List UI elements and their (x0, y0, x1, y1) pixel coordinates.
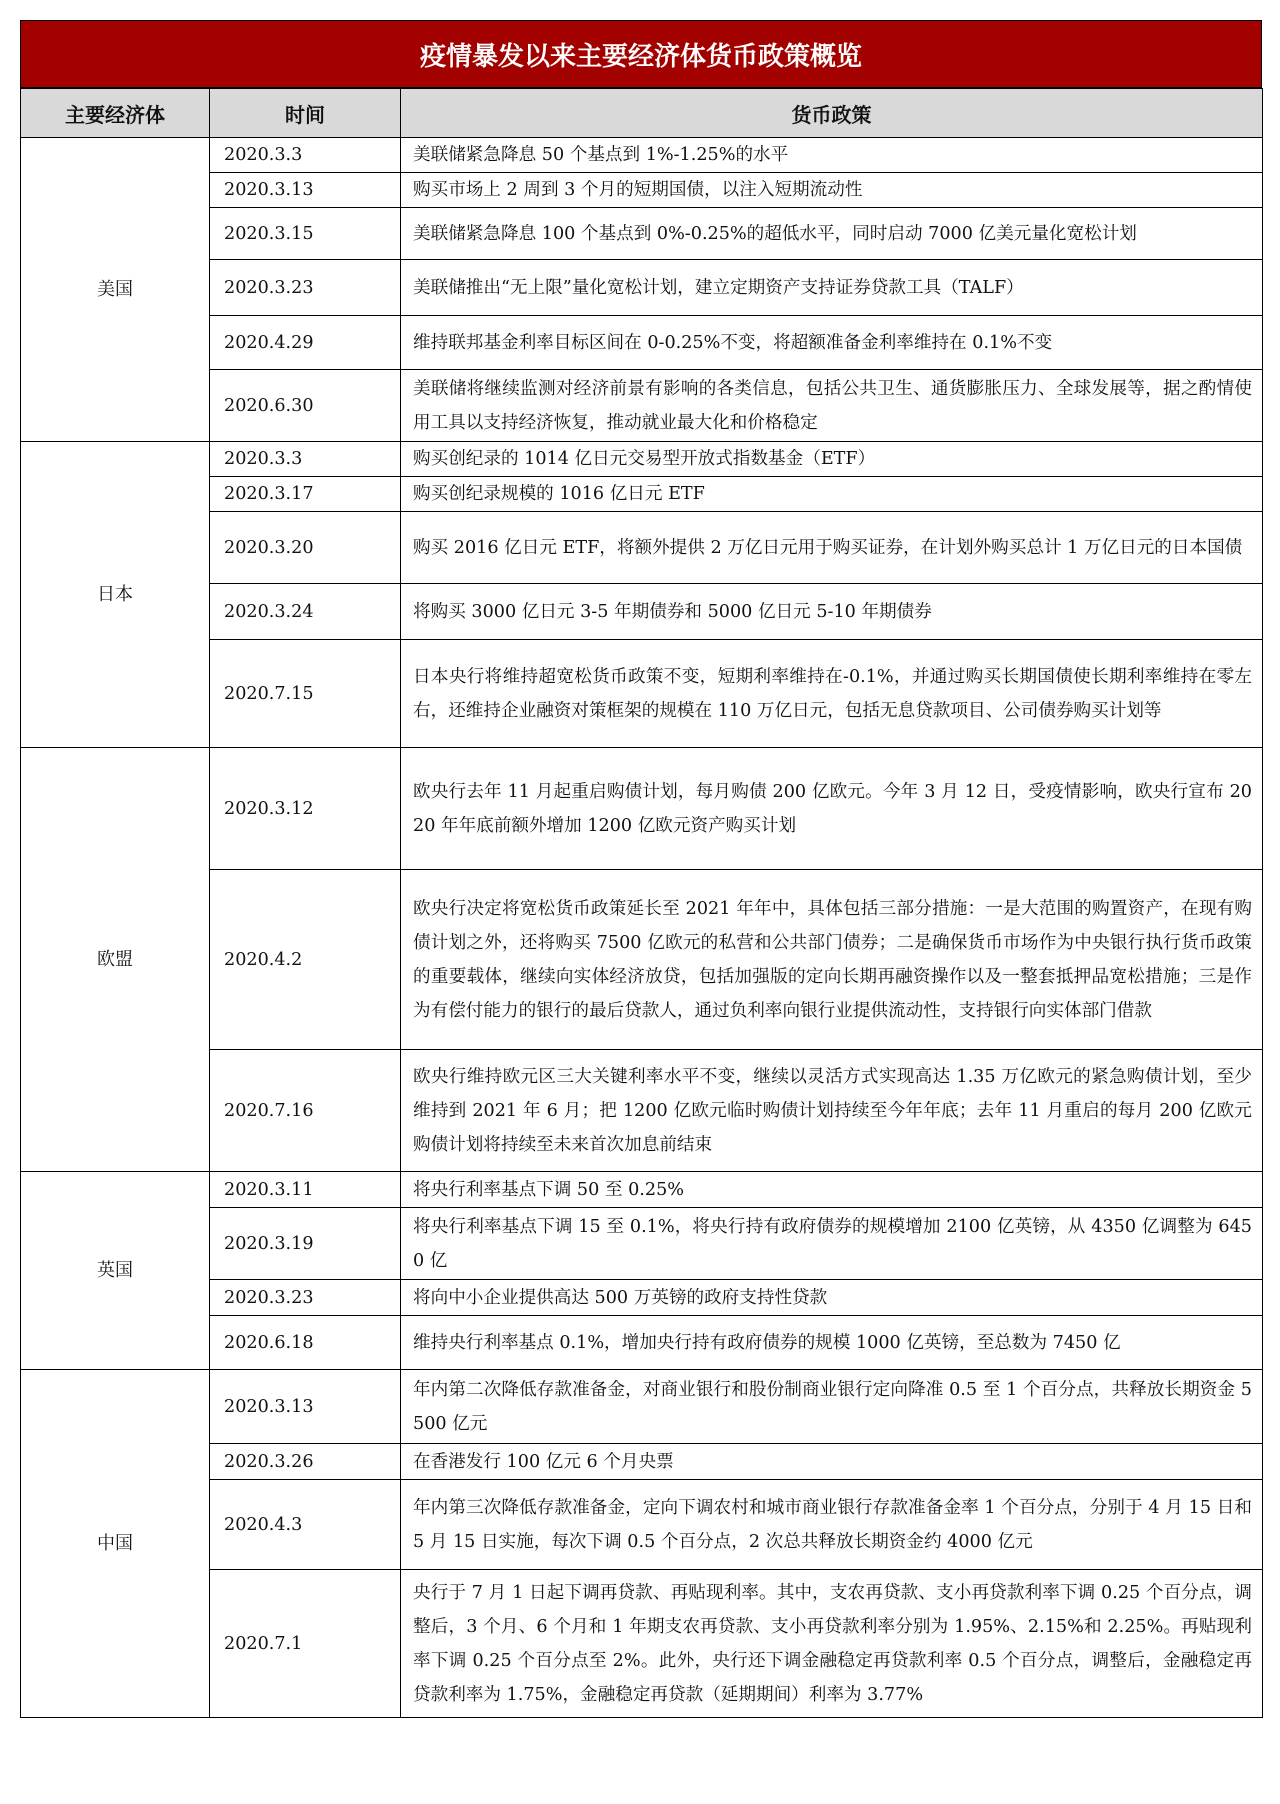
economy-name: 中国 (21, 1370, 210, 1718)
date-cell: 2020.3.12 (210, 748, 401, 870)
policy-cell: 美联储紧急降息 50 个基点到 1%-1.25%的水平 (401, 138, 1263, 173)
date-cell: 2020.4.3 (210, 1480, 401, 1570)
date-cell: 2020.4.29 (210, 316, 401, 370)
policy-cell: 购买市场上 2 周到 3 个月的短期国债，以注入短期流动性 (401, 173, 1263, 208)
date-cell: 2020.7.15 (210, 640, 401, 748)
economy-name: 欧盟 (21, 748, 210, 1172)
economy-name: 英国 (21, 1172, 210, 1370)
table-body (21, 138, 1263, 1718)
date-cell: 2020.3.11 (210, 1172, 401, 1208)
table-row (21, 442, 1263, 477)
date-cell: 2020.3.3 (210, 138, 401, 173)
policy-cell: 欧央行去年 11 月起重启购债计划，每月购债 200 亿欧元。今年 3 月 12 日，受疫情影响，欧央行宣布 2020 年年底前额外增加 1200 亿欧元资产购买计划 (401, 748, 1263, 870)
policy-table (20, 88, 1263, 1718)
policy-cell: 将央行利率基点下调 50 至 0.25% (401, 1172, 1263, 1208)
policy-cell: 在香港发行 100 亿元 6 个月央票 (401, 1444, 1263, 1480)
date-cell: 2020.3.19 (210, 1208, 401, 1280)
date-cell: 2020.7.16 (210, 1050, 401, 1172)
page-title: 疫情暴发以来主要经济体货币政策概览 (20, 20, 1262, 88)
policy-cell: 将购买 3000 亿日元 3-5 年期债券和 5000 亿日元 5-10 年期债券 (401, 584, 1263, 640)
policy-cell: 维持联邦基金利率目标区间在 0-0.25%不变，将超额准备金利率维持在 0.1%不变 (401, 316, 1263, 370)
policy-cell: 美联储推出“无上限”量化宽松计划，建立定期资产支持证券贷款工具（TALF） (401, 260, 1263, 316)
policy-cell: 年内第二次降低存款准备金，对商业银行和股份制商业银行定向降准 0.5 至 1 个百分点，共释放长期资金 5500 亿元 (401, 1370, 1263, 1444)
header-policy: 货币政策 (401, 89, 1263, 138)
date-cell: 2020.3.20 (210, 512, 401, 584)
policy-cell: 维持央行利率基点 0.1%，增加央行持有政府债券的规模 1000 亿英镑，至总数为 7450 亿 (401, 1316, 1263, 1370)
economy-name: 日本 (21, 442, 210, 748)
date-cell: 2020.3.17 (210, 477, 401, 512)
policy-cell: 购买创纪录规模的 1016 亿日元 ETF (401, 477, 1263, 512)
table-row (21, 1172, 1263, 1208)
table-row (21, 748, 1263, 870)
policy-cell: 购买创纪录的 1014 亿日元交易型开放式指数基金（ETF） (401, 442, 1263, 477)
date-cell: 2020.7.1 (210, 1570, 401, 1718)
header-time: 时间 (210, 89, 401, 138)
date-cell: 2020.3.26 (210, 1444, 401, 1480)
policy-cell: 年内第三次降低存款准备金，定向下调农村和城市商业银行存款准备金率 1 个百分点，分别于 4 月 15 日和 5 月 15 日实施，每次下调 0.5 个百分点，2 次总共释放长期资金约 4000 亿元 (401, 1480, 1263, 1570)
date-cell: 2020.3.13 (210, 173, 401, 208)
policy-cell: 将向中小企业提供高达 500 万英镑的政府支持性贷款 (401, 1280, 1263, 1316)
policy-cell: 购买 2016 亿日元 ETF，将额外提供 2 万亿日元用于购买证券，在计划外购买总计 1 万亿日元的日本国债 (401, 512, 1263, 584)
date-cell: 2020.3.23 (210, 260, 401, 316)
table-row (21, 1370, 1263, 1444)
date-cell: 2020.3.15 (210, 208, 401, 260)
policy-overview (20, 20, 1262, 1718)
policy-cell: 央行于 7 月 1 日起下调再贷款、再贴现利率。其中，支农再贷款、支小再贷款利率下调 0.25 个百分点，调整后，3 个月、6 个月和 1 年期支农再贷款、支小再贷款利率分别为 1.95%、2.15%和 2.25%。再贴现利率下调 0.25 个百分点至 2%。此外，央行还下调金融稳定再贷款利率 0.5 个百分点，调整后，金融稳定再贷款利率为 1.75%，金融稳定再贷款（延期期间）利率为 3.77% (401, 1570, 1263, 1718)
header-row (21, 89, 1263, 138)
date-cell: 2020.3.13 (210, 1370, 401, 1444)
policy-cell: 欧央行维持欧元区三大关键利率水平不变，继续以灵活方式实现高达 1.35 万亿欧元的紧急购债计划，至少维持到 2021 年 6 月；把 1200 亿欧元临时购债计划持续至今年年底；去年 11 月重启的每月 200 亿欧元购债计划将持续至未来首次加息前结束 (401, 1050, 1263, 1172)
table-row (21, 138, 1263, 173)
policy-cell: 欧央行决定将宽松货币政策延长至 2021 年年中，具体包括三部分措施：一是大范围的购置资产，在现有购债计划之外，还将购买 7500 亿欧元的私营和公共部门债券；二是确保货币市场作为中央银行执行货币政策的重要载体，继续向实体经济放贷，包括加强版的定向长期再融资操作以及一整套抵押品宽松措施；三是作为有偿付能力的银行的最后贷款人，通过负利率向银行业提供流动性，支持银行向实体部门借款 (401, 870, 1263, 1050)
date-cell: 2020.3.3 (210, 442, 401, 477)
economy-name: 美国 (21, 138, 210, 442)
date-cell: 2020.3.23 (210, 1280, 401, 1316)
date-cell: 2020.4.2 (210, 870, 401, 1050)
date-cell: 2020.6.30 (210, 370, 401, 442)
policy-cell: 美联储将继续监测对经济前景有影响的各类信息，包括公共卫生、通货膨胀压力、全球发展等，据之酌情使用工具以支持经济恢复，推动就业最大化和价格稳定 (401, 370, 1263, 442)
policy-cell: 日本央行将维持超宽松货币政策不变，短期利率维持在-0.1%，并通过购买长期国债使长期利率维持在零左右，还维持企业融资对策框架的规模在 110 万亿日元，包括无息贷款项目、公司债券购买计划等 (401, 640, 1263, 748)
policy-cell: 将央行利率基点下调 15 至 0.1%，将央行持有政府债券的规模增加 2100 亿英镑，从 4350 亿调整为 6450 亿 (401, 1208, 1263, 1280)
date-cell: 2020.6.18 (210, 1316, 401, 1370)
header-economy: 主要经济体 (21, 89, 210, 138)
policy-cell: 美联储紧急降息 100 个基点到 0%-0.25%的超低水平，同时启动 7000 亿美元量化宽松计划 (401, 208, 1263, 260)
date-cell: 2020.3.24 (210, 584, 401, 640)
